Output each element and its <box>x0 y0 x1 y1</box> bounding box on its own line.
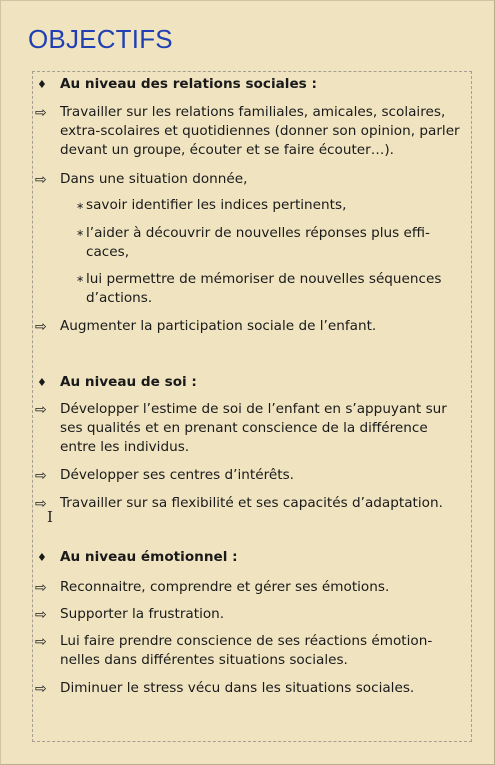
list-item-line: devant un groupe, écouter et se faire écouter…). <box>60 142 394 158</box>
diamond-bullet-icon: ♦ <box>37 376 47 389</box>
arrow-bullet-icon: ⇨ <box>35 468 47 484</box>
sub-item-line: lui permettre de mémoriser de nouvelles séquences <box>86 271 442 287</box>
sub-item-line: savoir identifier les indices pertinents, <box>86 197 347 213</box>
arrow-bullet-icon: ⇨ <box>35 402 47 418</box>
arrow-bullet-icon: ⇨ <box>35 634 47 650</box>
diamond-bullet-icon: ♦ <box>37 78 47 91</box>
list-item-line: Diminuer le stress vécu dans les situations sociales. <box>60 680 415 696</box>
list-item-line: Développer ses centres d’intérêts. <box>60 467 294 483</box>
list-item-line: nelles dans différentes situations sociales. <box>60 652 348 668</box>
list-item-line: Dans une situation donnée, <box>60 171 248 187</box>
star-bullet-icon: ∗ <box>76 228 85 239</box>
arrow-bullet-icon: ⇨ <box>35 172 47 188</box>
list-item-line: Travailler sur sa flexibilité et ses capacités d’adaptation. <box>60 495 443 511</box>
list-item-line: ses qualités et en prenant conscience de la différence <box>60 420 428 436</box>
sub-item-line: d’actions. <box>86 290 153 306</box>
list-item-line: Reconnaitre, comprendre et gérer ses émotions. <box>60 579 390 595</box>
star-bullet-icon: ∗ <box>76 274 85 285</box>
page-title: OBJECTIFS <box>28 24 173 54</box>
section-heading-emotionnel: Au niveau émotionnel : <box>60 549 238 565</box>
section-heading-relations: Au niveau des relations sociales : <box>60 76 317 92</box>
text-cursor-icon: I <box>47 508 53 526</box>
arrow-bullet-icon: ⇨ <box>35 681 47 697</box>
sub-item-line: l’aider à découvrir de nouvelles réponses plus effi- <box>86 225 430 241</box>
list-item-line: Développer l’estime de soi de l’enfant en s’appuyant sur <box>60 401 447 417</box>
section-heading-soi: Au niveau de soi : <box>60 374 197 390</box>
list-item-line: extra-scolaires et quotidiennes (donner son opinion, parler <box>60 123 460 139</box>
list-item-line: Travailler sur les relations familiales, amicales, scolaires, <box>60 104 446 120</box>
arrow-bullet-icon: ⇨ <box>35 607 47 623</box>
arrow-bullet-icon: ⇨ <box>35 319 47 335</box>
arrow-bullet-icon: ⇨ <box>35 496 47 512</box>
list-item-line: Augmenter la participation sociale de l’enfant. <box>60 318 377 334</box>
diamond-bullet-icon: ♦ <box>37 551 47 564</box>
list-item-line: Supporter la frustration. <box>60 606 225 622</box>
star-bullet-icon: ∗ <box>76 201 85 212</box>
list-item-line: entre les individus. <box>60 439 190 455</box>
list-item-line: Lui faire prendre conscience de ses réactions émotion- <box>60 633 433 649</box>
arrow-bullet-icon: ⇨ <box>35 580 47 596</box>
arrow-bullet-icon: ⇨ <box>35 105 47 121</box>
sub-item-line: caces, <box>86 244 130 260</box>
